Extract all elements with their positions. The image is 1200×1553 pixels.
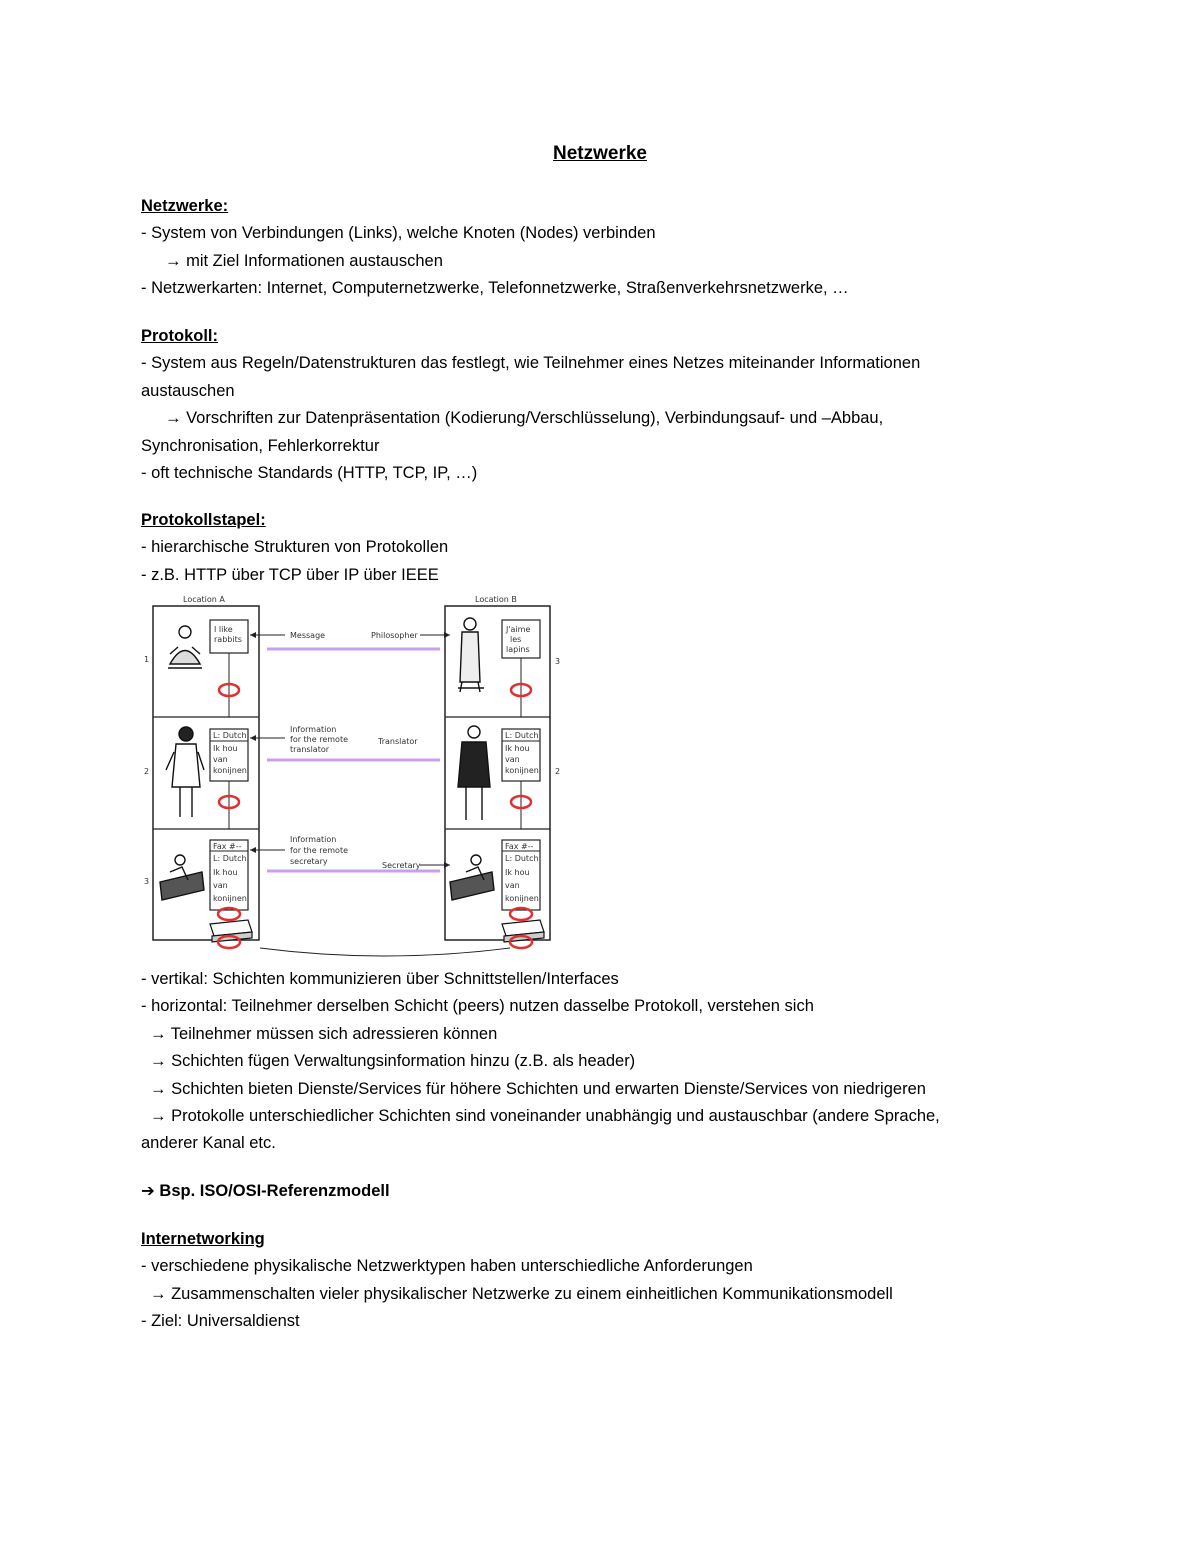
note-text: L: Dutch <box>213 731 247 740</box>
note-text: L: Dutch <box>505 731 539 740</box>
note-text: Ik hou <box>213 744 238 753</box>
secretary-label: Secretary <box>382 861 421 870</box>
note-text: konijnen <box>505 894 539 903</box>
protocol-stack-diagram <box>140 592 570 964</box>
protocol-stack-figure <box>140 592 570 964</box>
arrow-head-icon <box>250 632 256 638</box>
section-heading: Protokoll: <box>141 327 218 345</box>
link-info-text: for the remote <box>290 735 348 744</box>
note-text: L: Dutch <box>213 854 247 863</box>
text-line: → Vorschriften zur Datenpräsentation (Kodierung/Verschlüsselung), Verbindungsauf- und –Abbau, <box>165 409 884 428</box>
text-line: - horizontal: Teilnehmer derselben Schicht (peers) nutzen dasselbe Protokoll, verstehen sich <box>141 997 814 1016</box>
link-info-text: Information <box>290 835 337 844</box>
text-line: - System von Verbindungen (Links), welche Knoten (Nodes) verbinden <box>141 224 656 243</box>
note-text: I like <box>214 625 233 634</box>
text-line: ➔ Bsp. ISO/OSI-Referenzmodell <box>141 1182 390 1200</box>
note-text: van <box>505 755 520 764</box>
link-info-text: Information <box>290 725 337 734</box>
arrow-head-icon <box>250 735 256 741</box>
layer-number: 2 <box>555 767 561 776</box>
text-line: - Ziel: Universaldienst <box>141 1312 300 1331</box>
arrow-head-icon <box>444 862 450 868</box>
layer-number: 3 <box>555 657 561 666</box>
link-info-text: for the remote <box>290 846 348 855</box>
section-heading: Protokollstapel: <box>141 511 266 529</box>
link-info-text: translator <box>290 745 330 754</box>
note-text: Fax #-- <box>213 842 242 851</box>
note-text: Ik hou <box>505 868 530 877</box>
layer-number: 1 <box>144 655 150 664</box>
message-label: Message <box>290 631 326 640</box>
text-line: - verschiedene physikalische Netzwerktypen haben unterschiedliche Anforderungen <box>141 1257 753 1276</box>
philosopher-a-icon <box>168 626 202 668</box>
text-line: → Schichten bieten Dienste/Services für höhere Schichten und erwarten Dienste/Services von niedrigeren <box>150 1079 926 1098</box>
arrow-head-icon <box>250 847 256 853</box>
text-line: - System aus Regeln/Datenstrukturen das festlegt, wie Teilnehmer eines Netzes miteinander Informationen <box>141 354 921 373</box>
fax-machine-a-icon <box>210 920 252 942</box>
text-line: Synchronisation, Fehlerkorrektur <box>141 436 380 455</box>
physical-link-line <box>260 948 510 956</box>
note-text: van <box>505 881 520 890</box>
note-text: L: Dutch <box>505 854 539 863</box>
fax-machine-b-icon <box>502 920 544 942</box>
text-line: - hierarchische Strukturen von Protokollen <box>141 538 449 557</box>
text-line: - oft technische Standards (HTTP, TCP, IP, …) <box>141 464 478 483</box>
note-text: konijnen <box>213 766 247 775</box>
secretary-b-icon <box>450 855 494 900</box>
layer-number: 3 <box>144 877 150 886</box>
text-line: - vertikal: Schichten kommunizieren über Schnittstellen/Interfaces <box>141 970 619 988</box>
secretary-a-icon <box>160 855 204 900</box>
translator-a-icon <box>166 727 204 817</box>
note-text: Ik hou <box>505 744 530 753</box>
section-protokollstapel-details <box>141 966 1021 1158</box>
layer-number: 2 <box>144 767 150 776</box>
text-line: → Teilnehmer müssen sich adressieren können <box>150 1024 498 1043</box>
translator-b-icon <box>458 726 490 820</box>
philosopher-b-icon <box>458 618 484 692</box>
note-text: konijnen <box>505 766 539 775</box>
note-text: konijnen <box>213 894 247 903</box>
page-title: Netzwerke <box>553 143 647 164</box>
example-line <box>141 1178 1021 1205</box>
link-info-text: secretary <box>290 857 328 866</box>
section-protokoll <box>141 323 1021 487</box>
section-netzwerke <box>141 193 1021 303</box>
location-b-label: Location B <box>475 595 517 604</box>
philosopher-label: Philosopher <box>371 631 418 640</box>
note-text: J'aime <box>506 625 531 634</box>
translator-label: Translator <box>378 737 418 746</box>
section-protokollstapel <box>141 507 1021 589</box>
text-line: → Protokolle unterschiedlicher Schichten sind voneinander unabhängig und austauschbar (andere Sprache, <box>150 1107 940 1126</box>
section-internetworking <box>141 1226 1021 1336</box>
arrow-head-icon <box>444 632 450 638</box>
text-line: → mit Ziel Informationen austauschen <box>165 251 443 270</box>
text-line: → Schichten fügen Verwaltungsinformation hinzu (z.B. als header) <box>150 1052 636 1071</box>
text-line: - z.B. HTTP über TCP über IP über IEEE <box>141 565 439 584</box>
section-heading: Internetworking <box>141 1230 265 1248</box>
note-text: rabbits <box>214 635 242 644</box>
text-line: → Zusammenschalten vieler physikalischer Netzwerke zu einem einheitlichen Kommunikationsmodell <box>150 1284 893 1303</box>
note-text: Ik hou <box>213 868 238 877</box>
note-text: lapins <box>506 645 530 654</box>
location-a-label: Location A <box>183 595 225 604</box>
text-line: - Netzwerkarten: Internet, Computernetzwerke, Telefonnetzwerke, Straßenverkehrsnetzwerke, … <box>141 279 849 298</box>
note-text: les <box>510 635 522 644</box>
section-heading: Netzwerke: <box>141 197 229 215</box>
note-text: van <box>213 755 228 764</box>
text-line: anderer Kanal etc. <box>141 1134 276 1153</box>
note-text: Fax #-- <box>505 842 534 851</box>
note-text: van <box>213 881 228 890</box>
text-line: austauschen <box>141 381 235 400</box>
